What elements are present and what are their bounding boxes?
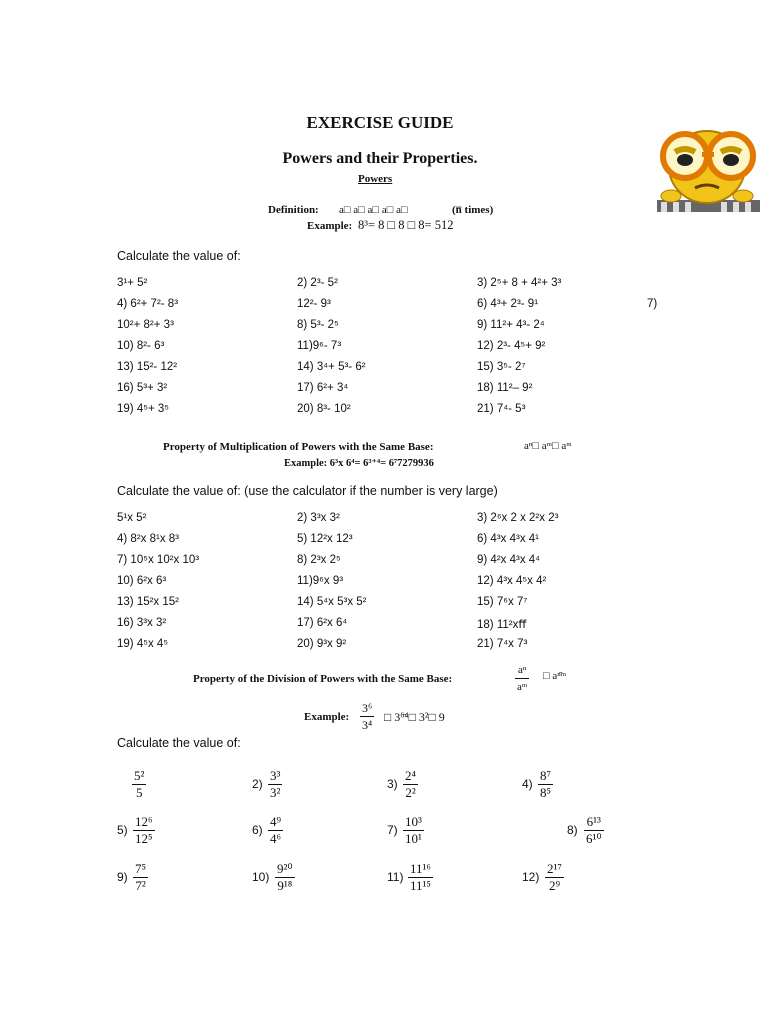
- fraction-exercise-8: [584, 814, 604, 847]
- exercise-item: 12²- 9³: [297, 298, 331, 310]
- fraction-numerator: 5²: [134, 768, 145, 783]
- fraction-denominator: 2²: [405, 785, 416, 800]
- fraction-denominator: 4⁶: [270, 831, 282, 846]
- fraction-exercise-4: [538, 768, 553, 801]
- exercise-item: 11)9⁶- 7³: [297, 340, 342, 352]
- exercise-item: 16) 3³x 3²: [117, 617, 167, 629]
- exercise-item: 18) 11²– 9²: [477, 382, 533, 394]
- exercise-row: [117, 575, 677, 596]
- exercise-item: 7): [647, 298, 658, 310]
- exercise-item: 12) 2³- 4⁵+ 9²: [477, 340, 546, 352]
- exercise-item: 17) 6²+ 3⁴: [297, 382, 349, 394]
- exercise-row: [117, 533, 677, 554]
- exercise-item: 10) 6²x 6³: [117, 575, 167, 587]
- exercise-item: 19) 4⁵+ 3⁵: [117, 403, 170, 415]
- division-example-rest: □ 3⁶̄⁴□ 3²□ 9: [384, 710, 445, 724]
- fraction-exercise-2: [268, 768, 282, 801]
- exercise-item: 3) 2⁶x 2 x 2²x 2³: [477, 512, 559, 524]
- fraction-numerator: 10³: [405, 814, 422, 829]
- exercise-item: 14) 5⁴x 5³x 5²: [297, 596, 367, 608]
- exercise-item: 2) 3³x 3²: [297, 512, 340, 524]
- fraction-denominator: 2⁹: [548, 878, 560, 893]
- definition-formula: a□ a□ a□ a□ a□: [339, 204, 408, 216]
- exercise-item: 19) 4⁵x 4⁵: [117, 638, 169, 650]
- fraction-numerator: 2⁴: [405, 768, 417, 783]
- property-division-formula-rest: □ aⁿ̄ᵐ: [543, 670, 567, 682]
- fraction-denominator: 6¹⁰: [586, 831, 602, 846]
- fraction-denominator: 10¹: [405, 831, 422, 846]
- exercise-row: [117, 512, 677, 533]
- fraction-exercise-3: [403, 768, 418, 801]
- exercise-item: 11)9⁶x 9³: [297, 575, 344, 587]
- fraction-numerator: 12⁶: [135, 814, 153, 829]
- mascot-with-glasses-icon: [655, 122, 760, 214]
- fraction-numerator: aⁿ: [515, 662, 529, 679]
- fraction-exercise-6: [268, 814, 283, 847]
- fraction-numerator: 11¹⁶: [410, 861, 431, 876]
- fraction-denominator: 7²: [135, 878, 146, 893]
- exercise-item: 17) 6²x 6⁴: [297, 617, 348, 629]
- fraction-denominator: 5: [135, 785, 143, 800]
- exercise-row: [117, 361, 677, 382]
- definition-times: (n̅ times): [452, 204, 494, 216]
- fraction-denominator: 9¹⁸: [277, 878, 293, 893]
- property-division-formula-fraction: [515, 662, 529, 695]
- fraction-denominator: 3²: [270, 785, 281, 800]
- fraction-label: 10): [252, 870, 270, 884]
- exercise-row: [117, 277, 677, 298]
- fraction-label: 3): [387, 777, 398, 791]
- fraction-numerator: 8⁷: [540, 768, 552, 783]
- example-value: 8³= 8 □ 8 □ 8= 512: [358, 218, 454, 232]
- exercise-item: 3) 2⁵+ 8 + 4²+ 3³: [477, 277, 562, 289]
- exercise-item: 4) 6²+ 7²- 8³: [117, 298, 179, 310]
- division-example-label: Example:: [304, 711, 350, 723]
- fraction-exercise-7: [403, 814, 424, 847]
- exercise-item: 8) 2³x 2⁵: [297, 554, 341, 566]
- fraction-label: 12): [522, 870, 540, 884]
- fraction-denominator: aᵐ: [517, 681, 528, 693]
- exercise-item: 18) 11²xﬀ: [477, 619, 527, 631]
- exercise-item: 16) 5³+ 3²: [117, 382, 168, 394]
- instruction-3: Calculate the value of:: [117, 736, 241, 750]
- fraction-numerator: 6¹³: [584, 814, 604, 831]
- exercise-item: 5) 12²x 12³: [297, 533, 353, 545]
- exercise-item: 3¹+ 5²: [117, 277, 148, 289]
- fraction-label: 4): [522, 777, 533, 791]
- fraction-denominator: 12⁵: [135, 831, 153, 846]
- exercise-item: 10²+ 8²+ 3³: [117, 319, 174, 331]
- fraction-numerator: 3³: [270, 768, 281, 783]
- fraction-exercise-12: [545, 861, 564, 894]
- exercise-item: 21) 7⁴- 5³: [477, 403, 526, 415]
- fraction-numerator: 2¹⁷: [547, 861, 562, 876]
- example-label: Example:: [307, 220, 353, 232]
- exercise-item: 15) 3⁵- 2⁷: [477, 361, 526, 373]
- instruction-1: Calculate the value of:: [117, 249, 241, 263]
- fraction-exercise-11: [408, 861, 433, 894]
- exercise-item: 6) 4³+ 2³- 9¹: [477, 298, 539, 310]
- fraction-label: 7): [387, 823, 398, 837]
- instruction-2: Calculate the value of: (use the calculator if the number is very large): [117, 484, 498, 498]
- fraction-label: 8): [567, 823, 578, 837]
- fraction-numerator: 4⁹: [270, 814, 282, 829]
- exercise-item: 21) 7⁴x 7³: [477, 638, 528, 650]
- section-heading-powers: Powers: [358, 173, 393, 185]
- exercise-item: 13) 15²x 15²: [117, 596, 180, 608]
- exercise-item: 10) 8²- 6³: [117, 340, 165, 352]
- exercise-row: [117, 319, 677, 340]
- exercise-item: 12) 4³x 4⁵x 4²: [477, 575, 547, 587]
- definition-label: Definition:: [268, 204, 319, 216]
- fraction-exercise-5: [133, 814, 155, 847]
- division-example-fraction: [360, 700, 374, 733]
- exercise-row: [117, 403, 677, 424]
- property-multiplication-example: Example: 6³x 6⁴= 6³⁺⁴= 6⁷7279936: [284, 458, 434, 469]
- fraction-exercise-1: [132, 768, 146, 801]
- exercise-item: 9) 4²x 4³x 4⁴: [477, 554, 541, 566]
- fraction-numerator: 3⁶: [362, 701, 373, 715]
- exercise-item: 14) 3⁴+ 5³- 6²: [297, 361, 366, 373]
- property-division-title: Property of the Division of Powers with the Same Base:: [193, 673, 453, 685]
- exercise-item: 5¹x 5²: [117, 512, 147, 524]
- fraction-denominator: 8⁵: [540, 785, 552, 800]
- fraction-label: 6): [252, 823, 263, 837]
- fraction-exercise-9: [133, 861, 148, 894]
- exercise-row: [117, 617, 677, 638]
- exercise-item: 9) 11²+ 4³- 2⁴: [477, 319, 545, 331]
- exercise-item: 20) 8³- 10²: [297, 403, 351, 415]
- fraction-exercise-10: [275, 861, 295, 894]
- exercise-row: [117, 382, 677, 403]
- exercise-row: [117, 638, 677, 659]
- fraction-label: 9): [117, 870, 128, 884]
- fraction-denominator: 3⁴: [362, 718, 373, 732]
- page-title: EXERCISE GUIDE: [306, 113, 454, 132]
- fraction-label: 2): [252, 777, 263, 791]
- exercise-item: 13) 15²- 12²: [117, 361, 178, 373]
- exercise-row: [117, 554, 677, 575]
- property-multiplication-title: Property of Multiplication of Powers with the Same Base:: [163, 441, 434, 453]
- exercise-row: [117, 298, 677, 319]
- fraction-numerator: 9²⁰: [277, 861, 293, 876]
- exercise-item: 6) 4³x 4³x 4¹: [477, 533, 539, 545]
- property-multiplication-formula: aⁿ□ aᵐ□ aᵐ: [524, 440, 572, 452]
- exercise-item: 4) 8²x 8¹x 8³: [117, 533, 179, 545]
- fraction-label: 11): [387, 870, 404, 884]
- exercise-item: 8) 5³- 2⁵: [297, 319, 339, 331]
- exercise-item: 20) 9³x 9²: [297, 638, 347, 650]
- page-subtitle: Powers and their Properties.: [282, 150, 478, 167]
- exercise-item: 15) 7⁶x 7⁷: [477, 596, 528, 608]
- fraction-label: 5): [117, 823, 128, 837]
- fraction-denominator: 11¹⁵: [410, 878, 431, 893]
- exercise-item: 7) 10⁵x 10²x 10³: [117, 554, 200, 566]
- exercise-row: [117, 340, 677, 361]
- fraction-numerator: 7⁵: [135, 861, 147, 876]
- exercise-item: 2) 2³- 5²: [297, 277, 338, 289]
- exercise-row: [117, 596, 677, 617]
